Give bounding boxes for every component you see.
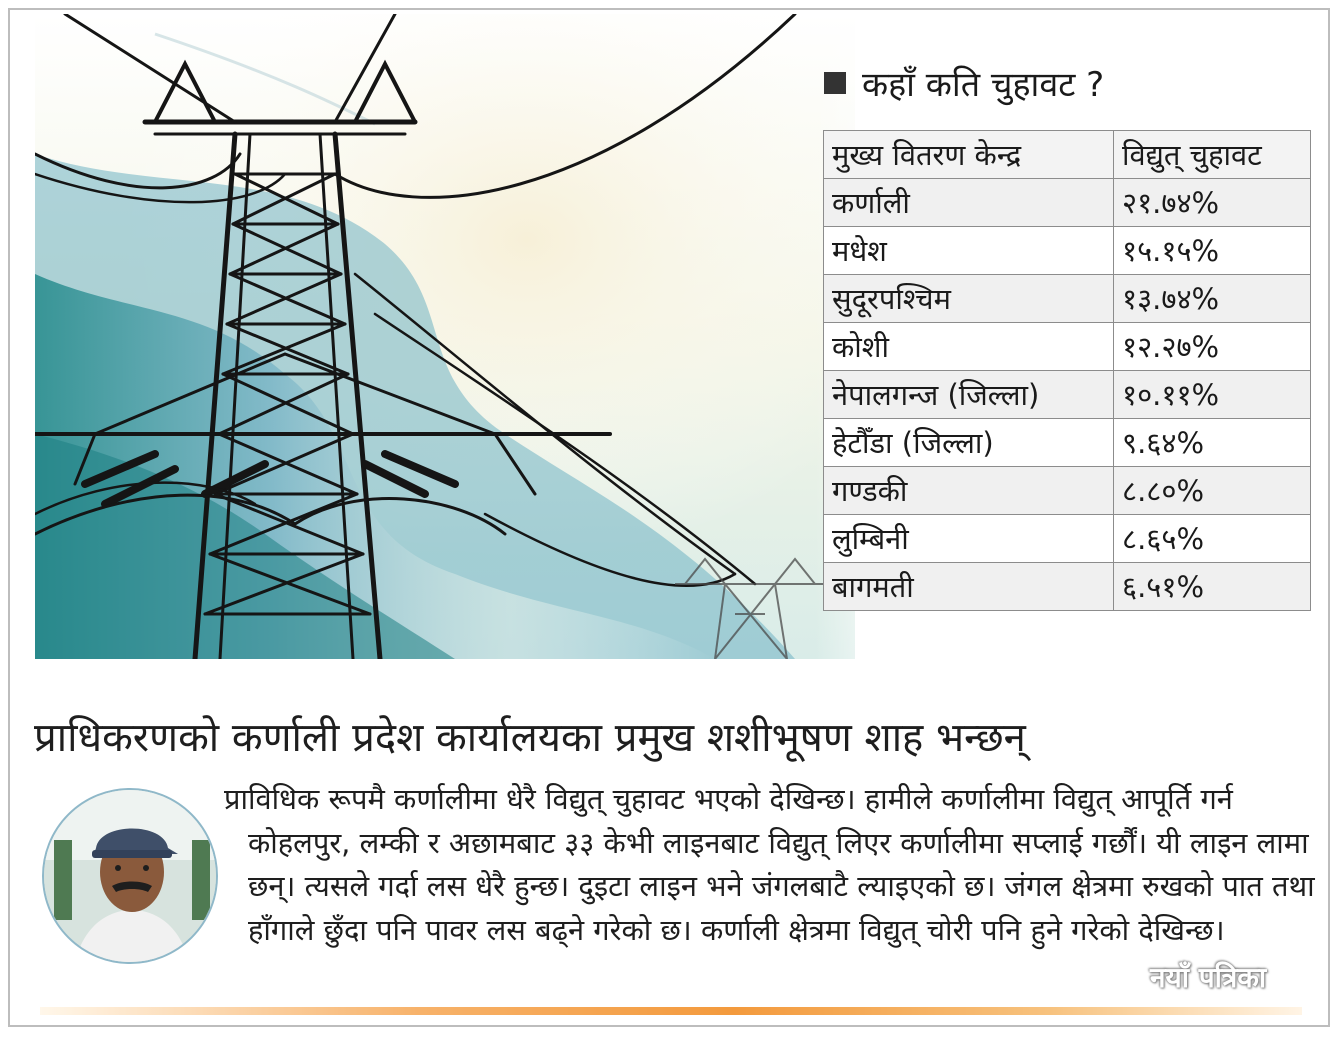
- cell-leakage: ६.५१%: [1114, 563, 1311, 611]
- cell-center: कर्णाली: [824, 179, 1114, 227]
- table-row: [824, 371, 1311, 419]
- column-header-center: मुख्य वितरण केन्द्र: [824, 131, 1114, 179]
- table-row: [824, 515, 1311, 563]
- cell-leakage: १२.२७%: [1114, 323, 1311, 371]
- person-portrait-icon: [44, 790, 218, 964]
- cell-leakage: १५.१५%: [1114, 227, 1311, 275]
- avatar: [42, 788, 218, 964]
- table-row: [824, 227, 1311, 275]
- cell-leakage: ९.६४%: [1114, 419, 1311, 467]
- table-title: [824, 60, 1104, 106]
- brand-watermark: नयाँ पत्रिका: [1150, 961, 1267, 994]
- cell-leakage: १०.११%: [1114, 371, 1311, 419]
- table-row: [824, 419, 1311, 467]
- cell-leakage: १३.७४%: [1114, 275, 1311, 323]
- square-bullet-icon: [824, 72, 846, 94]
- column-header-leakage: विद्युत् चुहावट: [1114, 131, 1311, 179]
- cell-leakage: ८.६५%: [1114, 515, 1311, 563]
- cell-leakage: ८.८०%: [1114, 467, 1311, 515]
- cell-center: गण्डकी: [824, 467, 1114, 515]
- table-title-text: कहाँ कति चुहावट ?: [862, 65, 1105, 105]
- table-header-row: [824, 131, 1311, 179]
- bottom-divider: [40, 1007, 1302, 1015]
- quote-paragraph: [224, 778, 1319, 952]
- cell-center: हेटौँडा (जिल्ला): [824, 419, 1114, 467]
- cell-center: सुदूरपश्चिम: [824, 275, 1114, 323]
- quote-text: प्राविधिक रूपमै कर्णालीमा धेरै विद्युत् चुहावट भएको देखिन्छ। हामीले कर्णालीमा विद्युत् आपूर्ति गर्न कोहलपुर, लम्की र अछामबाट ३३ केभी लाइनबाट विद्युत् लिएर कर्णालीमा सप्लाई गर्छौं। यी लाइन लामा छन्। त्यसले गर्दा लस धेरै हुन्छ। दुइटा लाइन भने जंगलबाटै ल्याइएको छ। जंगल क्षेत्रमा रुखको पात तथा हाँगाले छुँदा पनि पावर लस बढ्ने गरेको छ। कर्णाली क्षेत्रमा विद्युत् चोरी पनि हुने गरेको देखिन्छ।: [224, 782, 1315, 947]
- cell-center: लुम्बिनी: [824, 515, 1114, 563]
- table-row: [824, 467, 1311, 515]
- table-row: [824, 275, 1311, 323]
- table-row: [824, 179, 1311, 227]
- cell-center: मधेश: [824, 227, 1114, 275]
- table-row: [824, 563, 1311, 611]
- cell-center: कोशी: [824, 323, 1114, 371]
- cell-leakage: २१.७४%: [1114, 179, 1311, 227]
- cell-center: नेपालगन्ज (जिल्ला): [824, 371, 1114, 419]
- table-row: [824, 323, 1311, 371]
- cell-center: बागमती: [824, 563, 1114, 611]
- leakage-table: [823, 130, 1311, 611]
- headline: प्राधिकरणको कर्णाली प्रदेश कार्यालयका प्रमुख शशीभूषण शाह भन्छन्: [34, 715, 1026, 761]
